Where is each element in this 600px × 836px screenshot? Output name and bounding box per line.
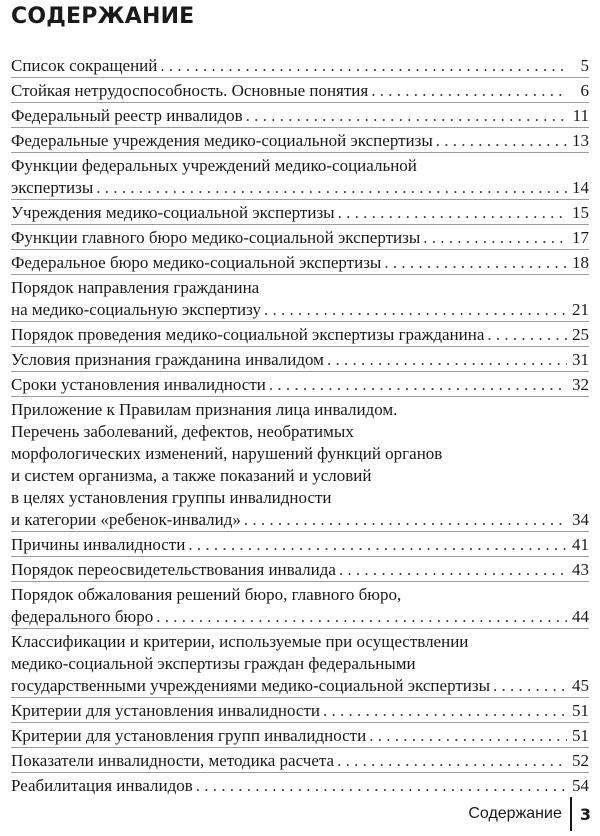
toc-entry-text-line: Условия признания гражданина инвалидом (11, 350, 324, 369)
toc-entry-final-line (11, 299, 589, 321)
toc-entry-text-line: Функции федеральных учреждений медико-социальной (11, 156, 417, 175)
toc-entry-text-line: федерального бюро (11, 607, 154, 626)
dot-leader (246, 105, 567, 127)
toc-entry[interactable] (11, 556, 589, 581)
toc-entry-page-number: 54 (572, 776, 589, 795)
toc-entry-page-number: 21 (572, 300, 589, 319)
dot-leader (188, 534, 567, 556)
toc-entry-page-number: 17 (572, 228, 589, 247)
toc-entry-text-line: Приложение к Правилам признания лица инвалидом. (11, 400, 398, 419)
toc-entry-text-line: Федеральные учреждения медико-социальной экспертизы (11, 131, 433, 150)
dot-leader (160, 55, 567, 77)
toc-entry[interactable] (11, 531, 589, 556)
toc-entry-final-line (11, 509, 589, 531)
toc-entry[interactable] (11, 581, 589, 628)
toc-entry-text-line: экспертизы (11, 178, 94, 197)
toc-entry[interactable] (11, 77, 589, 102)
toc-entry-final-line (11, 775, 589, 797)
toc-entry-text-line: Порядок переосвидетельствования инвалида (11, 560, 336, 579)
toc-entry[interactable] (11, 697, 589, 722)
toc-entry[interactable] (11, 199, 589, 224)
toc-entry[interactable] (11, 224, 589, 249)
toc-entry-page-number: 25 (572, 325, 589, 344)
toc-entry-final-line (11, 227, 589, 249)
toc-entry-text-line: Критерии для установления инвалидности (11, 701, 320, 720)
dot-leader (423, 227, 567, 249)
toc-entry-page-number: 52 (572, 751, 589, 770)
dot-leader (337, 750, 567, 772)
toc-entry-text-line: Порядок проведения медико-социальной экспертизы гражданина (11, 325, 485, 344)
toc-entry-final-line (11, 750, 589, 772)
toc-entry-text-line: Реабилитация инвалидов (11, 776, 193, 795)
dot-leader (436, 130, 567, 152)
toc-entry-page-number: 6 (580, 81, 589, 100)
page-footer (468, 797, 600, 831)
toc-entry[interactable] (11, 346, 589, 371)
toc-entry-page-number: 34 (572, 510, 589, 529)
toc-entry-text-line: Стойкая нетрудоспособность. Основные понятия (11, 81, 369, 100)
toc-entry-final-line (11, 202, 589, 224)
toc-entry-page-number: 51 (572, 701, 589, 720)
dot-leader (338, 202, 567, 224)
toc-entry-text-line: на медико-социальную экспертизу (11, 300, 261, 319)
toc-entry-text-line: Классификации и критерии, используемые при осуществлении (11, 632, 469, 651)
toc-entry-page-number: 43 (572, 560, 589, 579)
toc-entry-final-line (11, 55, 589, 77)
toc-entry[interactable] (11, 53, 589, 77)
dot-leader (156, 606, 567, 628)
toc-entry-final-line (11, 606, 589, 628)
toc-entry-final-line (11, 252, 589, 274)
toc-entry-page-number: 41 (572, 535, 589, 554)
dot-leader (269, 374, 567, 396)
dot-leader (323, 700, 567, 722)
toc-entry-final-line (11, 177, 589, 199)
toc-entry-final-line (11, 349, 589, 371)
dot-leader (369, 725, 567, 747)
toc-entry-final-line (11, 534, 589, 556)
dot-leader (264, 299, 567, 321)
toc-entry[interactable] (11, 321, 589, 346)
dot-leader (196, 775, 567, 797)
toc-entry-text-line: государственными учреждениями медико-социальной экспертизы (11, 676, 491, 695)
toc-entry[interactable] (11, 274, 589, 321)
toc-entry-final-line (11, 105, 589, 127)
toc-entry-page-number: 44 (572, 607, 589, 626)
toc-entry[interactable] (11, 127, 589, 152)
dot-leader (244, 509, 567, 531)
toc-entry-page-number: 31 (572, 350, 589, 369)
toc-entry-text-line: Федеральное бюро медико-социальной экспертизы (11, 253, 382, 272)
toc-entry[interactable] (11, 747, 589, 772)
toc-entry-text-line: и категории «ребенок-инвалид» (11, 510, 241, 529)
toc-entry-page-number: 18 (572, 253, 589, 272)
toc-entry-text-line: Функции главного бюро медико-социальной экспертизы (11, 228, 421, 247)
toc-entry-text-line: в целях установления группы инвалидности (11, 488, 332, 507)
footer-section-label: Содержание (468, 805, 562, 822)
toc-entry-text-line: Список сокращений (11, 56, 158, 75)
toc-entry[interactable] (11, 722, 589, 747)
dot-leader (327, 349, 567, 371)
toc-entry-text-line: Порядок направления гражданина (11, 278, 260, 297)
toc-entry-page-number: 15 (572, 203, 589, 222)
toc-entry-final-line (11, 80, 589, 102)
dot-leader (384, 252, 567, 274)
toc-entry-final-line (11, 374, 589, 396)
toc-entry-final-line (11, 700, 589, 722)
toc-entry-text-line: Сроки установления инвалидности (11, 375, 266, 394)
toc-entry[interactable] (11, 772, 589, 797)
toc-entry-page-number: 51 (572, 726, 589, 745)
toc-entry-page-number: 11 (572, 106, 589, 125)
page-title: СОДЕРЖАНИЕ (11, 4, 195, 29)
toc-entry-final-line (11, 130, 589, 152)
toc-entry-text-line: медико-социальной экспертизы граждан федеральными (11, 654, 416, 673)
dot-leader (339, 559, 567, 581)
toc-entry[interactable] (11, 249, 589, 274)
toc-entry-final-line (11, 725, 589, 747)
table-of-contents (11, 53, 589, 797)
toc-entry[interactable] (11, 371, 589, 396)
toc-entry-text-line: Показатели инвалидности, методика расчета (11, 751, 335, 770)
toc-entry-text-line: Причины инвалидности (11, 535, 186, 554)
toc-entry-text-line: Критерии для установления групп инвалидности (11, 726, 367, 745)
toc-entry-final-line (11, 675, 589, 697)
toc-entry-final-line (11, 324, 589, 346)
toc-entry-text-line: Перечень заболеваний, дефектов, необратимых (11, 422, 354, 441)
toc-entry-page-number: 13 (572, 131, 589, 150)
toc-entry-final-line (11, 559, 589, 581)
toc-entry-page-number: 14 (572, 178, 589, 197)
dot-leader (493, 675, 567, 697)
toc-entry-page-number: 32 (572, 375, 589, 394)
toc-entry[interactable] (11, 396, 589, 531)
toc-entry-text-line: морфологических изменений, нарушений функций органов (11, 444, 443, 463)
dot-leader (487, 324, 567, 346)
footer-page-number: 3 (579, 804, 591, 824)
toc-entry-page-number: 45 (572, 676, 589, 695)
dot-leader (371, 80, 567, 102)
toc-entry-text-line: и систем организма, а также показаний и условий (11, 466, 372, 485)
toc-entry-page-number: 5 (580, 56, 589, 75)
toc-entry-text-line: Учреждения медико-социальной экспертизы (11, 203, 335, 222)
toc-entry[interactable] (11, 152, 589, 199)
toc-entry-text-line: Порядок обжалования решений бюро, главного бюро, (11, 585, 402, 604)
toc-entry[interactable] (11, 628, 589, 697)
dot-leader (96, 177, 567, 199)
toc-entry[interactable] (11, 102, 589, 127)
toc-entry-text-line: Федеральный реестр инвалидов (11, 106, 243, 125)
